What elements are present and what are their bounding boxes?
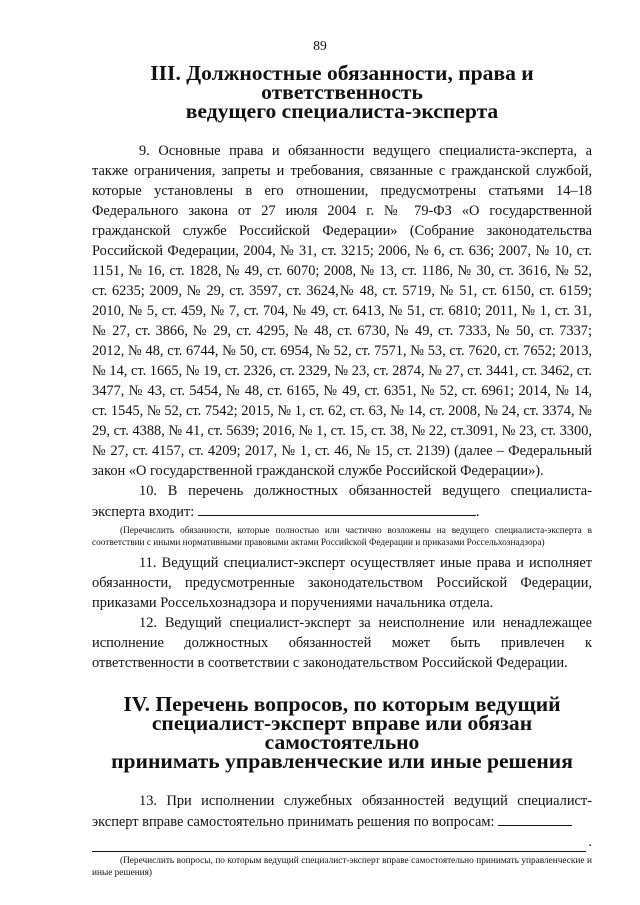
paragraph-10-end: .: [475, 504, 480, 520]
paragraph-10: [92, 481, 592, 522]
paragraph-13-text: 13. При исполнении служебных обязанностей ведущий специалист-эксперт вправе самостоятельно принимать решения по вопросам:: [92, 793, 592, 830]
paragraph-12: 12. Ведущий специалист-эксперт за неисполнение или ненадлежащее исполнение должностных обязанностей может быть привлечен к ответственности в соответствии с законодательством Российской Федерации.: [92, 615, 592, 671]
section-3-heading-line-2: ведущего специалиста-эксперта: [185, 99, 499, 123]
blank-line: [92, 832, 586, 852]
section-4-heading: [92, 692, 592, 773]
section-4-heading-line-3: принимать управленческие или иные решения: [111, 749, 573, 773]
section-3-heading: [92, 61, 592, 123]
section-3-heading-line-1: III. Должностные обязанности, права и ответственность: [150, 61, 534, 104]
blank-line: [198, 501, 476, 516]
paragraph-11: 11. Ведущий специалист-эксперт осуществляет иные права и исполняет обязанности, предусмотренные законодательством Российской Федерации, приказами Россельхознадзора и поручениями начальника отдела.: [92, 555, 592, 611]
section-4-heading-line-1: IV. Перечень вопросов, по которым ведущий: [123, 692, 561, 716]
paragraph-9: 9. Основные права и обязанности ведущего специалиста-эксперта, а также ограничения, запреты и требования, связанные с гражданской службой, которые установлены в его отношении, предусмотрены статьями 14–18 Федерального закона от 27 июля 2004 г. № 79-ФЗ «О государственной гражданской службе Российской Федерации» (Собрание законодательства Российской Федерации, 2004, № 31, ст. 3215; 2006, № 6, ст. 636; 2007, № 10, ст. 1151, № 16, ст. 1828, № 49, ст. 6070; 2008, № 13, ст. 1186, № 30, ст. 3616, № 52, ст. 6235; 2009, № 29, ст. 3597, ст. 3624,№ 48, ст. 5719, № 51, ст. 6150, ст. 6159; 2010, № 5, ст. 459, № 7, ст. 704, № 49, ст. 6413, № 51, ст. 6810; 2011, № 1, ст. 31, № 27, ст. 3866, № 29, ст. 4295, № 48, ст. 6730, № 49, ст. 7333, № 50, ст. 7337; 2012, № 48, ст. 6744, № 50, ст. 6954, № 52, ст. 7571, № 53, ст. 7620, ст. 7652; 2013, № 14, ст. 1665, № 19, ст. 2326, ст. 2329, № 23, ст. 2874, № 27, ст. 3441, ст. 3462, ст. 3477, № 43, ст. 5454, № 48, ст. 6165, № 49, ст. 6351, № 52, ст. 6961; 2014, № 14, ст. 1545, № 52, ст. 7542; 2015, № 1, ст. 62, ст. 63, № 14, ст. 2008, № 24, ст. 3374, № 29, ст. 4388, № 41, ст. 5639; 2016, № 1, ст. 15, ст. 38, № 22, ст.3091, № 23, ст. 3300, № 27, ст. 4157, ст. 4209; 2017, № 1, ст. 46, № 15, ст. 2139) (далее – Федеральный закон «О государственной гражданской службе Российской Федерации»).: [92, 143, 592, 479]
document-body: [92, 61, 592, 879]
answer-line-row: [92, 832, 592, 852]
page-number: 89: [313, 38, 327, 53]
paragraph-13: [92, 791, 592, 832]
footnote-13: (Перечислить вопросы, по которым ведущий специалист-эксперт вправе самостоятельно принимать управленческие и иные решения): [92, 856, 592, 878]
blank-line: [498, 811, 572, 826]
paragraph-10-text: 10. В перечень должностных обязанностей ведущего специалиста-эксперта входит:: [92, 483, 592, 520]
paragraph-13-end: .: [588, 834, 592, 850]
footnote-10: (Перечислить обязанности, которые полностью или частично возложены на ведущего специалиста-эксперта в соответствии с иными нормативными правовыми актами Российской Федерации и приказами Россельхознадзора): [92, 526, 592, 548]
section-4-heading-line-2: специалист-эксперт вправе или обязан самостоятельно: [151, 711, 533, 754]
